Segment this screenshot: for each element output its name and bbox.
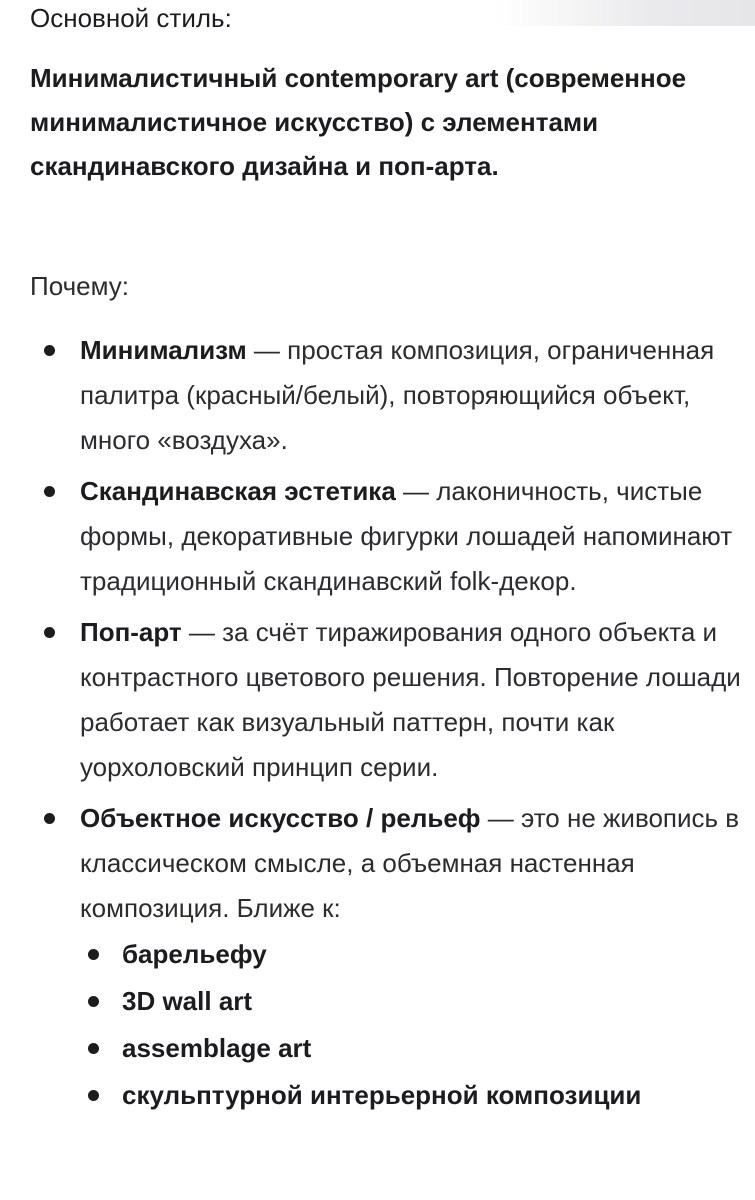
bullet-icon xyxy=(44,345,55,356)
sub-list-item-text: скульптурной интерьерной композиции xyxy=(122,1080,642,1110)
list-item-text: — это не живопись в классическом смысле, а объемная настенная композиция. Ближе к: xyxy=(80,803,740,923)
list-item-minimalism xyxy=(30,328,750,463)
bullet-icon xyxy=(44,627,55,638)
main-style-label: Основной стиль: xyxy=(30,3,232,33)
sub-list-item xyxy=(80,978,750,1025)
list-item-text: — лаконичность, чистые формы, декоративные фигурки лошадей напоминают традиционный скандинавский folk-декор. xyxy=(80,476,733,596)
list-item-text: — за счёт тиражирования одного объекта и контрастного цветового решения. Повторение лошади работает как визуальный паттерн, почти как уорхоловский принцип серии. xyxy=(80,617,741,782)
list-item-term: Скандинавская эстетика xyxy=(80,476,396,506)
reasons-list xyxy=(30,328,750,1125)
bullet-icon xyxy=(88,1090,99,1101)
sub-list xyxy=(80,931,750,1119)
bullet-icon xyxy=(88,1043,99,1054)
bullet-icon xyxy=(44,486,55,497)
sub-list-item-text: 3D wall art xyxy=(122,986,253,1016)
list-item-object-art xyxy=(30,796,750,1119)
sub-list-item-text: assemblage art xyxy=(122,1033,312,1063)
list-item-term: Минимализм xyxy=(80,335,247,365)
main-style-value: Минималистичный contemporary art (современное минималистичное искусство) с элементами скандинавского дизайна и поп-арта. xyxy=(30,63,687,181)
list-item-term: Поп-арт xyxy=(80,617,182,647)
list-item-scandinavian xyxy=(30,469,750,604)
list-item-text: — простая композиция, ограниченная палитра (красный/белый), повторяющийся объект, много «воздуха». xyxy=(80,335,715,455)
bullet-icon xyxy=(88,996,99,1007)
sub-list-item xyxy=(80,1072,750,1119)
bullet-icon xyxy=(44,813,55,824)
list-item-term: Объектное искусство / рельеф xyxy=(80,803,481,833)
why-label: Почему: xyxy=(30,271,129,301)
sub-list-item-text: барельефу xyxy=(122,939,267,969)
list-item-pop-art xyxy=(30,610,750,790)
sub-list-item xyxy=(80,931,750,978)
sub-list-item xyxy=(80,1025,750,1072)
bullet-icon xyxy=(88,949,99,960)
top-edge-shadow xyxy=(495,0,755,26)
